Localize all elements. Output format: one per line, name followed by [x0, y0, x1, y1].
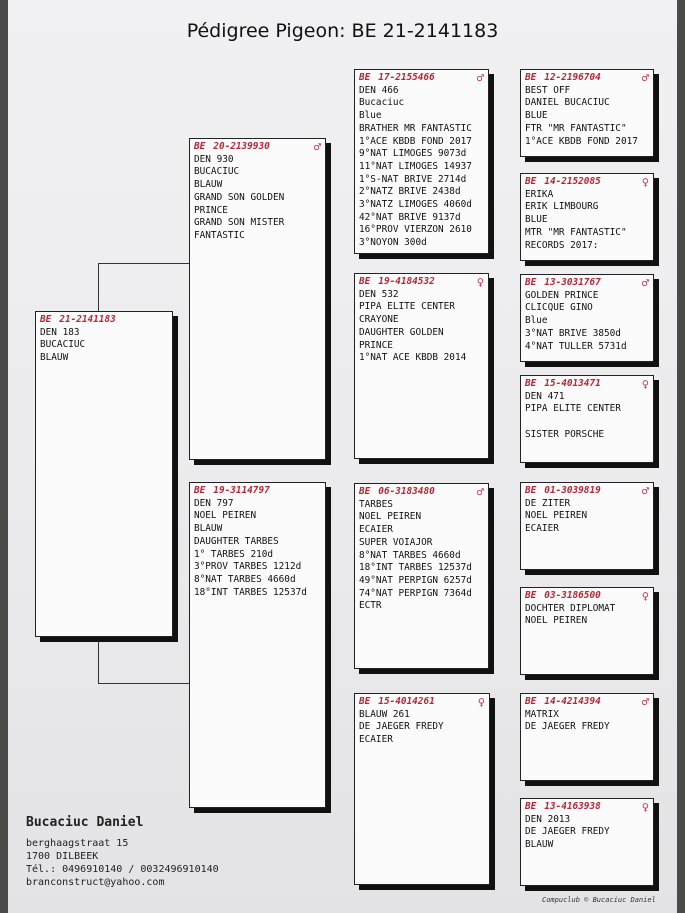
- pigeon-card-fm: [354, 273, 489, 459]
- pigeon-info-line: BEST OFF: [525, 84, 571, 96]
- pigeon-info-line: NOEL PEIREN: [359, 511, 422, 523]
- ring-header: [359, 696, 485, 709]
- pigeon-info-line: ERIK LIMBOURG: [525, 201, 599, 213]
- pigeon-card-main: [35, 311, 173, 637]
- male-symbol-icon: ♂: [313, 140, 321, 154]
- pigeon-info-line: CRAYONE: [359, 314, 399, 326]
- pigeon-info-line: PIPA ELITE CENTER: [525, 403, 621, 415]
- ring-number: 20-2139930: [213, 141, 270, 152]
- pigeon-info-line: PIPA ELITE CENTER: [359, 301, 455, 313]
- footer-credit: Compuclub © Bucaciuc Daniel: [542, 896, 656, 904]
- pigeon-info-line: BLAUW: [194, 523, 223, 535]
- pigeon-info-line: PRINCE: [359, 339, 393, 351]
- pigeon-info-line: BRATHER MR FANTASTIC: [359, 122, 472, 134]
- pigeon-card-ffm: [520, 173, 654, 261]
- pigeon-info-line: NOEL PEIREN: [194, 510, 257, 522]
- pigeon-info-line: DEN 2013: [525, 813, 571, 825]
- female-symbol-icon: ♀: [477, 695, 485, 709]
- pigeon-info-line: 49°NAT PERPIGN 6257d: [359, 574, 472, 586]
- pigeon-info-line: Blue: [359, 110, 382, 122]
- ring-header: [40, 314, 168, 327]
- male-symbol-icon: ♂: [641, 71, 649, 85]
- female-symbol-icon: ♀: [476, 275, 484, 289]
- ring-number: 19-3114797: [213, 485, 270, 496]
- ring-number: 13-4163938: [544, 801, 601, 812]
- pigeon-info-line: BLAUW: [40, 352, 69, 364]
- pigeon-info-line: Bucaciuc: [359, 97, 405, 109]
- ring-header: [525, 277, 649, 290]
- pigeon-card-fff: [520, 69, 654, 157]
- ring-number: 12-2196704: [544, 72, 601, 83]
- pigeon-info-line: ECAIER: [525, 523, 559, 535]
- country-code: BE: [40, 314, 52, 325]
- pigeon-card-mmf: [520, 693, 654, 781]
- male-symbol-icon: ♂: [476, 71, 484, 85]
- pigeon-card-fmf: [520, 274, 654, 362]
- pigeon-info-line: DAUGHTER GOLDEN: [359, 326, 444, 338]
- page-title: Pédigree Pigeon: BE 21-2141183: [186, 20, 499, 42]
- connector: [98, 683, 189, 684]
- male-symbol-icon: ♂: [641, 276, 649, 290]
- pigeon-info-line: 1°S-NAT BRIVE 2714d: [359, 173, 467, 185]
- pigeon-info-line: NOEL PEIREN: [525, 510, 588, 522]
- ring-header: [525, 485, 649, 498]
- female-symbol-icon: ♀: [641, 589, 649, 603]
- pigeon-info-line: Blue: [525, 315, 548, 327]
- pigeon-info-line: 42°NAT BRIVE 9137d: [359, 211, 461, 223]
- pigeon-info-line: RECORDS 2017:: [525, 239, 599, 251]
- country-code: BE: [525, 277, 537, 288]
- pigeon-info-line: 4°NAT TULLER 5731d: [525, 340, 627, 352]
- pigeon-info-line: DE JAEGER FREDY: [525, 826, 610, 838]
- pigeon-info-line: GRAND SON MISTER: [194, 217, 285, 229]
- ring-number: 21-2141183: [59, 314, 116, 325]
- pigeon-info-line: MATRIX: [525, 708, 559, 720]
- pigeon-info-line: DAUGHTER TARBES: [194, 535, 279, 547]
- pigeon-info-line: ECTR: [359, 600, 382, 612]
- ring-header: [359, 276, 484, 289]
- pigeon-card-mf: [354, 483, 489, 669]
- pigeon-info-line: BLAUW: [525, 839, 554, 851]
- pigeon-card-fmm: [520, 375, 654, 463]
- pigeon-info-line: DANIEL BUCACIUC: [525, 97, 610, 109]
- ring-number: 17-2155466: [378, 72, 435, 83]
- pigeon-info-line: PRINCE: [194, 204, 228, 216]
- female-symbol-icon: ♀: [641, 377, 649, 391]
- pigeon-info-line: BLUE: [525, 214, 548, 226]
- country-code: BE: [194, 141, 206, 152]
- pigeon-card-father: [189, 138, 326, 460]
- pigeon-info-line: [525, 416, 649, 429]
- pigeon-info-line: 16°PROV VIERZON 2610: [359, 224, 472, 236]
- pigeon-info-line: BUCACIUC: [194, 166, 240, 178]
- pigeon-info-line: 9°NAT LIMOGES 9073d: [359, 148, 467, 160]
- pigeon-info-line: MTR "MR FANTASTIC": [525, 226, 627, 238]
- pigeon-info-line: 1°ACE KBDB FOND 2017: [525, 135, 638, 147]
- pigeon-info-line: NOEL PEIREN: [525, 615, 588, 627]
- pigeon-card-mfm: [520, 587, 654, 675]
- country-code: BE: [525, 801, 537, 812]
- ring-number: 15-4014261: [378, 696, 435, 707]
- country-code: BE: [525, 176, 537, 187]
- pigeon-info-line: 8°NAT TARBES 4660d: [194, 573, 296, 585]
- ring-header: [525, 176, 649, 189]
- ring-header: [359, 486, 484, 499]
- owner-city: 1700 DILBEEK: [26, 851, 99, 862]
- ring-number: 13-3031767: [544, 277, 601, 288]
- female-symbol-icon: ♀: [641, 800, 649, 814]
- pigeon-card-mother: [189, 482, 326, 808]
- ring-header: [525, 378, 649, 391]
- pigeon-info-line: 3°NATZ LIMOGES 4060d: [359, 199, 472, 211]
- pigeon-info-line: DEN 471: [525, 390, 565, 402]
- pigeon-info-line: DEN 930: [194, 153, 234, 165]
- pigeon-info-line: 3°PROV TARBES 1212d: [194, 561, 302, 573]
- pigeon-info-line: ECAIER: [359, 734, 393, 746]
- owner-email: branconstruct@yahoo.com: [26, 877, 165, 888]
- pigeon-info-line: BLUE: [525, 110, 548, 122]
- pigeon-info-line: DEN 466: [359, 84, 399, 96]
- pigeon-info-line: GOLDEN PRINCE: [525, 289, 599, 301]
- male-symbol-icon: ♂: [641, 484, 649, 498]
- pigeon-info-line: 18°INT TARBES 12537d: [359, 562, 472, 574]
- pigeon-card-mm: [354, 693, 490, 885]
- ring-number: 06-3183480: [378, 486, 435, 497]
- country-code: BE: [525, 590, 537, 601]
- pigeon-card-mff: [520, 482, 654, 570]
- pigeon-info-line: 1°ACE KBDB FOND 2017: [359, 135, 472, 147]
- pigeon-info-line: BLAUW: [194, 179, 223, 191]
- ring-number: 19-4184532: [378, 276, 435, 287]
- pigeon-info-line: DOCHTER DIPLOMAT: [525, 602, 616, 614]
- ring-header: [359, 72, 484, 85]
- ring-header: [525, 801, 649, 814]
- pigeon-info-line: 11°NAT LIMOGES 14937: [359, 160, 472, 172]
- pigeon-info-line: DEN 797: [194, 497, 234, 509]
- connector: [98, 263, 189, 264]
- pigeon-info-line: 18°INT TARBES 12537d: [194, 586, 307, 598]
- pigeon-info-line: BUCACIUC: [40, 339, 86, 351]
- country-code: BE: [525, 696, 537, 707]
- pigeon-info-line: DEN 183: [40, 326, 80, 338]
- pigeon-info-line: TARBES: [359, 498, 393, 510]
- pigeon-info-line: 1° TARBES 210d: [194, 548, 274, 560]
- pigeon-info-line: 1°NAT ACE KBDB 2014: [359, 352, 467, 364]
- pigeon-card-mmm: [520, 798, 654, 886]
- country-code: BE: [525, 72, 537, 83]
- country-code: BE: [359, 696, 371, 707]
- country-code: BE: [359, 276, 371, 287]
- ring-number: 14-2152085: [544, 176, 601, 187]
- country-code: BE: [194, 485, 206, 496]
- ring-header: [525, 72, 649, 85]
- ring-header: [525, 590, 649, 603]
- pigeon-info-line: ERIKA: [525, 188, 554, 200]
- pigeon-info-line: DE ZITER: [525, 497, 571, 509]
- ring-number: 14-4214394: [544, 696, 601, 707]
- pigeon-info-line: FTR "MR FANTASTIC": [525, 122, 627, 134]
- pigeon-info-line: 3°NOYON 300d: [359, 237, 427, 249]
- pigeon-info-line: BLAUW 261: [359, 708, 410, 720]
- male-symbol-icon: ♂: [641, 695, 649, 709]
- owner-block: [26, 816, 219, 889]
- pigeon-info-line: GRAND SON GOLDEN: [194, 191, 285, 203]
- owner-phone: Tél.: 0496910140 / 0032496910140: [26, 864, 219, 875]
- pigeon-info-line: CLICQUE GINO: [525, 302, 593, 314]
- pigeon-info-line: SUPER VOIAJOR: [359, 536, 433, 548]
- pigeon-card-ff: [354, 69, 489, 254]
- ring-number: 03-3186500: [544, 590, 601, 601]
- pigeon-info-line: 8°NAT TARBES 4660d: [359, 549, 461, 561]
- country-code: BE: [525, 378, 537, 389]
- male-symbol-icon: ♂: [476, 485, 484, 499]
- owner-street: berghaagstraat 15: [26, 838, 129, 849]
- pigeon-info-line: DE JAEGER FREDY: [525, 721, 610, 733]
- pigeon-info-line: 3°NAT BRIVE 3850d: [525, 327, 621, 339]
- country-code: BE: [359, 486, 371, 497]
- ring-number: 15-4013471: [544, 378, 601, 389]
- pigeon-info-line: FANTASTIC: [194, 229, 245, 241]
- connector: [98, 263, 99, 311]
- pigeon-info-line: 2°NATZ BRIVE 2438d: [359, 186, 461, 198]
- pigeon-info-line: DE JAEGER FREDY: [359, 721, 444, 733]
- ring-header: [194, 141, 321, 154]
- connector: [98, 637, 99, 684]
- ring-header: [525, 696, 649, 709]
- female-symbol-icon: ♀: [641, 175, 649, 189]
- pigeon-info-line: SISTER PORSCHE: [525, 428, 605, 440]
- owner-name: Bucaciuc Daniel: [26, 815, 144, 830]
- country-code: BE: [359, 72, 371, 83]
- pigeon-info-line: ECAIER: [359, 524, 393, 536]
- country-code: BE: [525, 485, 537, 496]
- ring-header: [194, 485, 321, 498]
- ring-number: 01-3039819: [544, 485, 601, 496]
- pigeon-info-line: DEN 532: [359, 288, 399, 300]
- pigeon-info-line: 74°NAT PERPIGN 7364d: [359, 587, 472, 599]
